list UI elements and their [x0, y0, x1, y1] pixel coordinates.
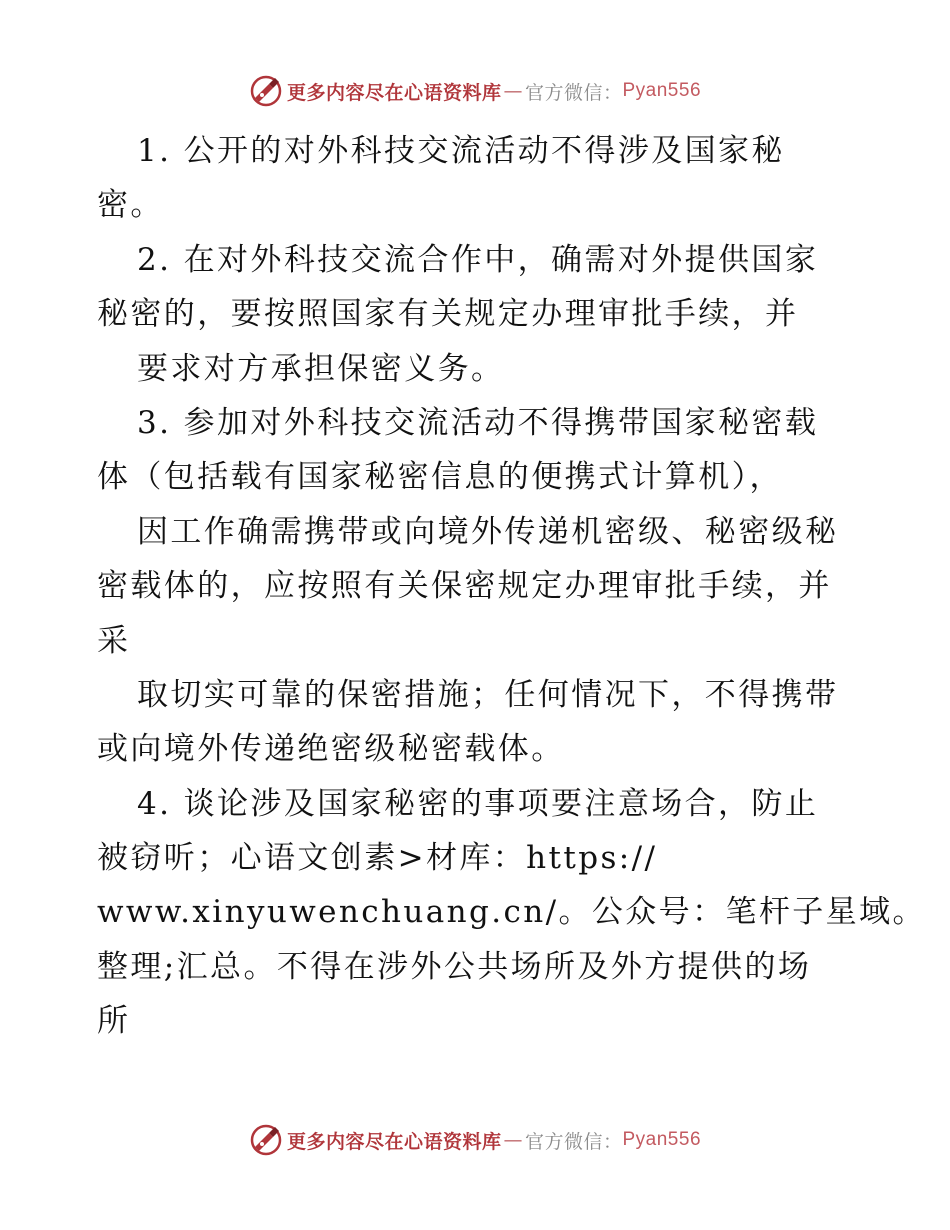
- text-line: 2. 在对外科技交流合作中，确需对外提供国家: [137, 241, 819, 278]
- pen-logo-icon: [249, 74, 283, 108]
- banner-promo-text: 更多内容尽在心语资料库: [286, 1130, 502, 1153]
- text-line: 4. 谈论涉及国家秘密的事项要注意场合，防止: [137, 785, 819, 822]
- text-line: www.xinyuwenchuang.cn/。公众号：笔杆子星域。: [97, 894, 926, 931]
- banner-separator: —: [503, 1129, 523, 1151]
- text-line: 采: [97, 622, 131, 659]
- header-watermark-banner: [0, 71, 950, 111]
- banner-wechat-id: Pyan556: [622, 1129, 702, 1150]
- pen-logo-icon: [249, 1123, 283, 1157]
- text-line: 体（包括载有国家秘密信息的便携式计算机），: [97, 459, 783, 496]
- text-line: 整理;汇总。不得在涉外公共场所及外方提供的场: [97, 948, 812, 985]
- text-line: 要求对方承担保密义务。: [137, 350, 505, 387]
- banner-wechat-label: 官方微信：: [524, 1130, 623, 1153]
- text-line: 因工作确需携带或向境外传递机密级、秘密级秘: [137, 513, 839, 550]
- banner-wechat-label: 官方微信：: [524, 81, 623, 104]
- footer-watermark-banner: [0, 1120, 950, 1160]
- text-line: 被窃听；心语文创素>材库：https://: [97, 840, 658, 877]
- text-line: 秘密的，要按照国家有关规定办理审批手续，并: [97, 296, 799, 333]
- banner-separator: —: [503, 80, 523, 102]
- banner-wechat-id: Pyan556: [622, 80, 702, 101]
- document-body: [97, 124, 926, 1049]
- text-line: 取切实可靠的保密措施；任何情况下，不得携带: [137, 676, 839, 713]
- text-line: 所: [97, 1003, 131, 1040]
- banner-promo-text: 更多内容尽在心语资料库: [286, 81, 502, 104]
- text-line: 3. 参加对外科技交流活动不得携带国家秘密载: [137, 404, 819, 441]
- text-line: 或向境外传递绝密级秘密载体。: [97, 731, 565, 768]
- text-line: 1. 公开的对外科技交流活动不得涉及国家秘: [137, 133, 785, 169]
- text-line: 密。: [97, 187, 164, 224]
- text-line: 密载体的，应按照有关保密规定办理审批手续，并: [97, 568, 832, 605]
